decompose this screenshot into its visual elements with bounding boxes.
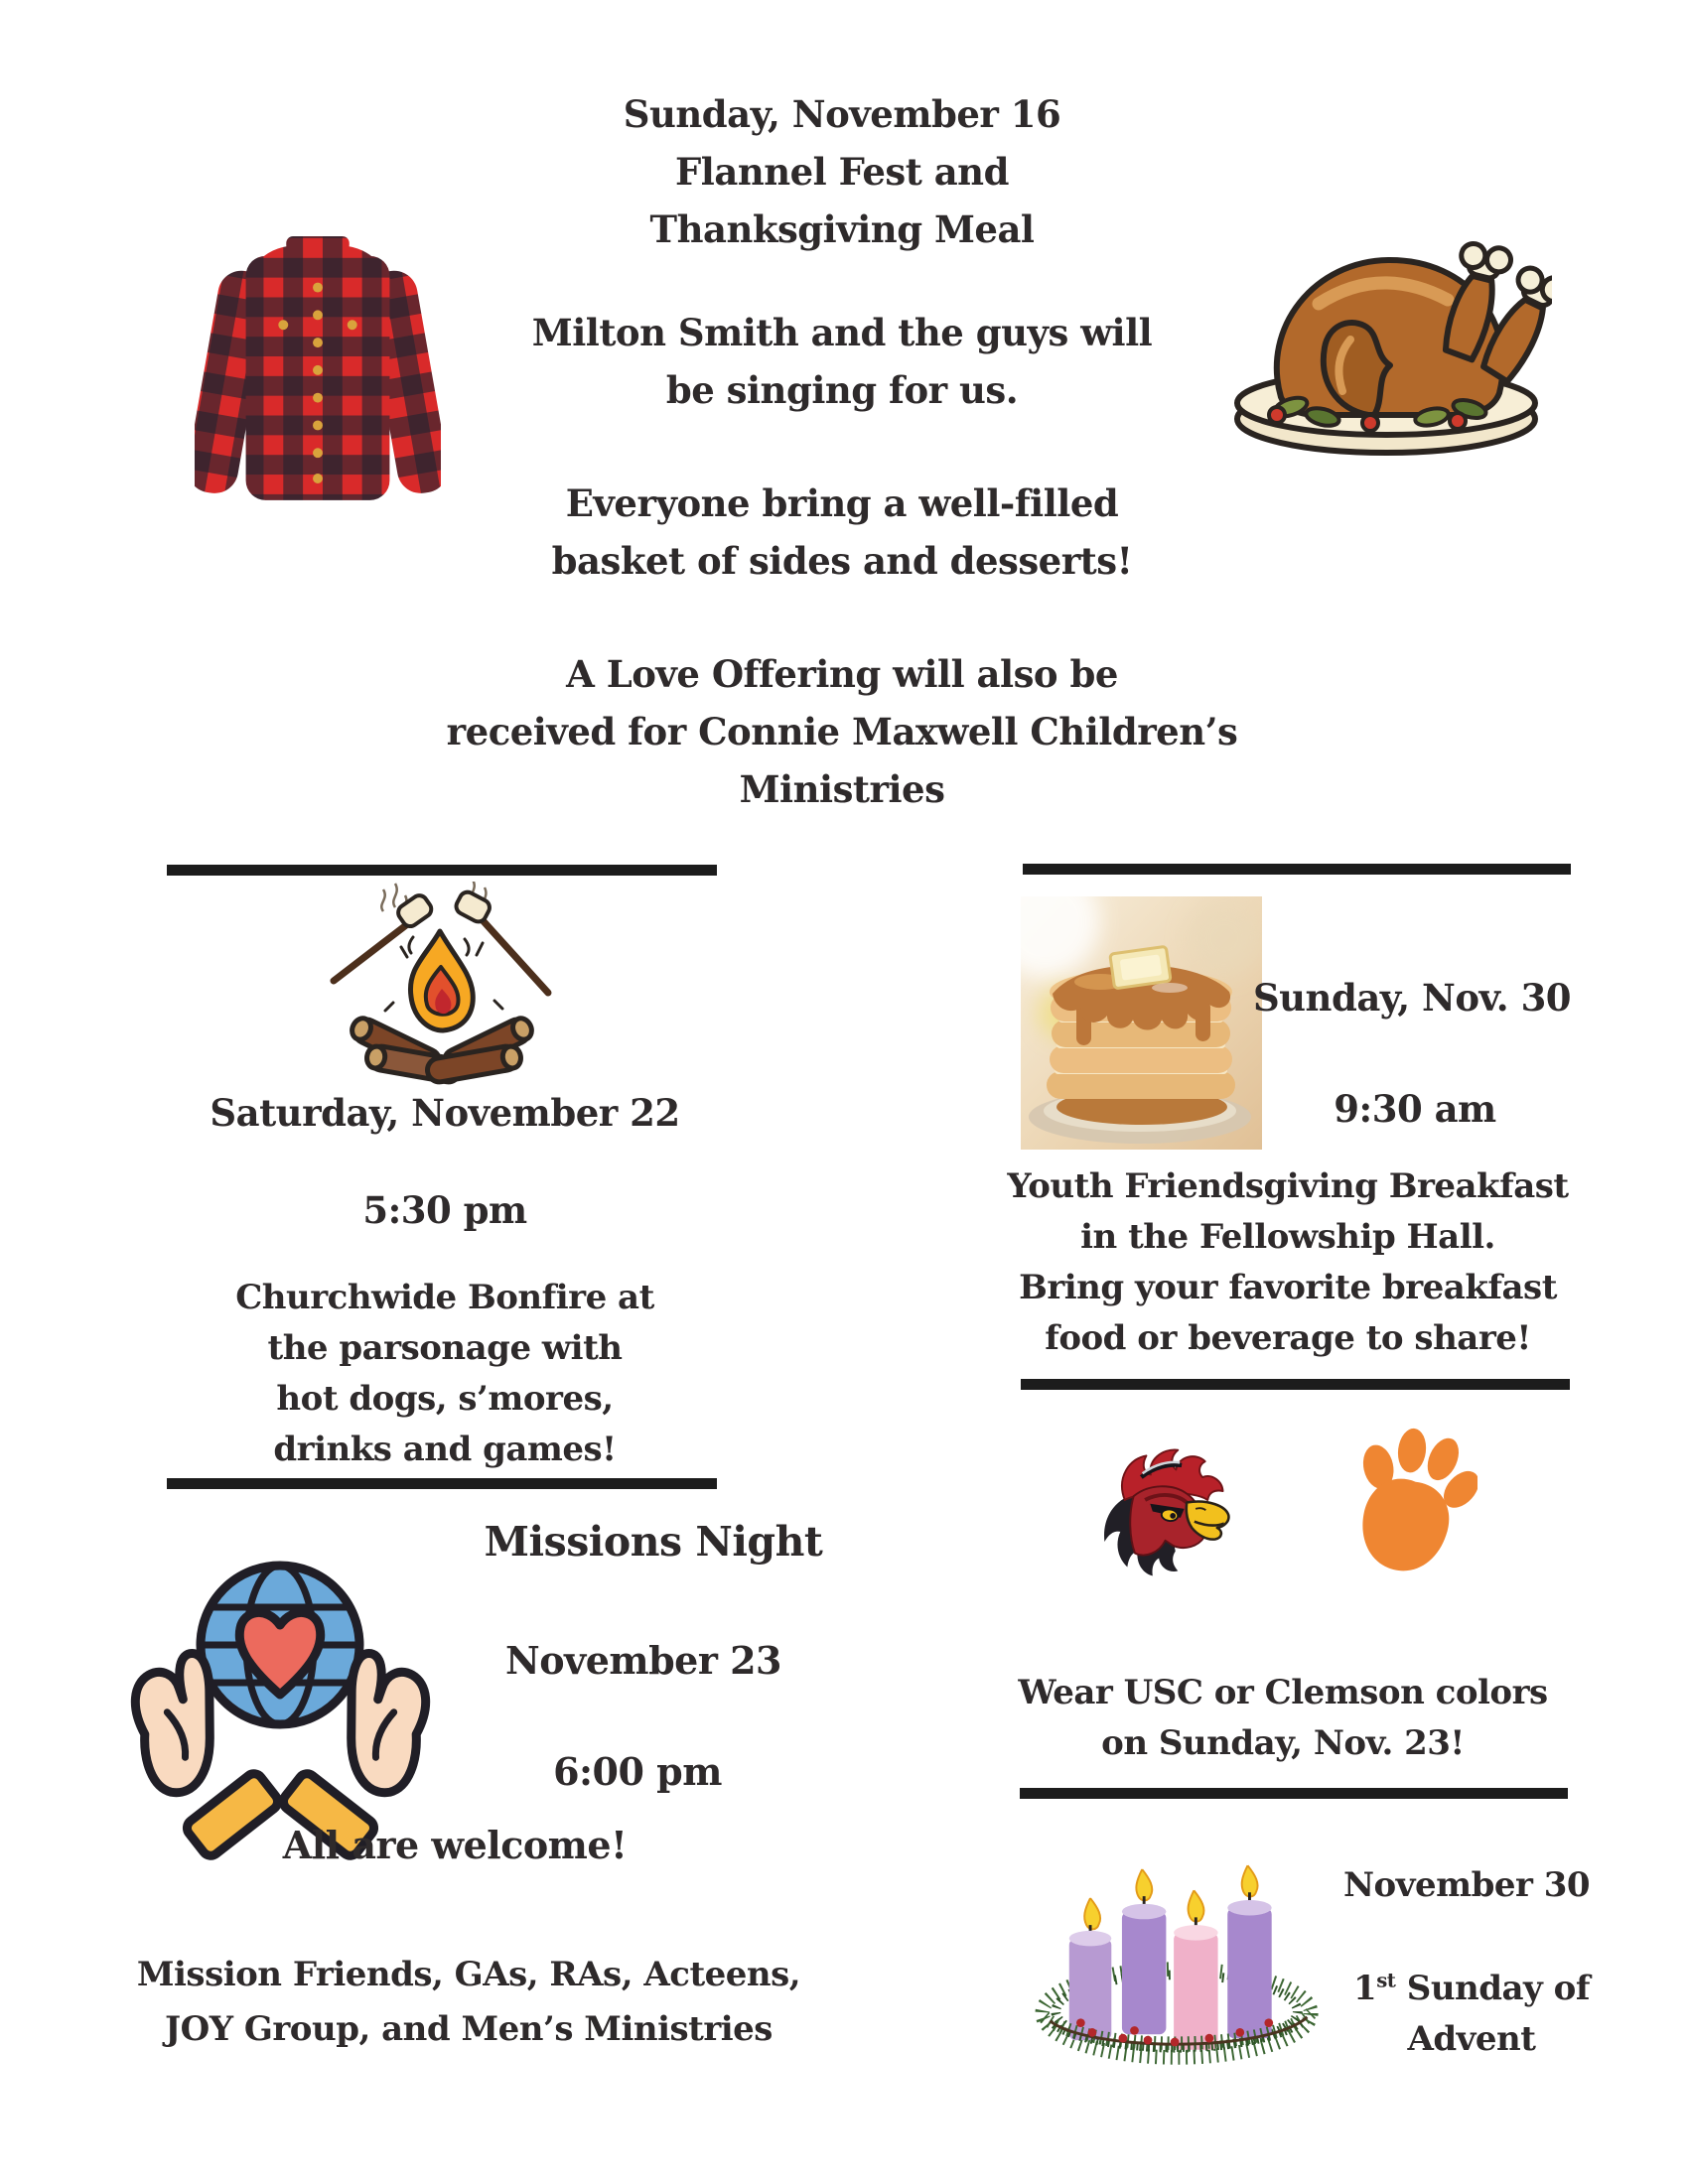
bonfire-description — [235, 1273, 654, 1475]
missions-groups — [137, 1948, 800, 2057]
bonfire-desc-line-2: the parsonage with — [267, 1328, 623, 1368]
flannel-fest-title — [624, 85, 1061, 258]
hands-globe-heart-icon — [99, 1534, 462, 1866]
groups-line-1: Mission Friends, GAs, RAs, Acteens, — [136, 1955, 801, 1994]
campfire-icon — [298, 882, 586, 1085]
pancakes-photo — [1021, 896, 1262, 1150]
singers-line-1: Milton Smith and the guys will — [531, 311, 1153, 354]
breakfast-desc-line-1: Youth Friendsgiving Breakfast — [1007, 1166, 1569, 1206]
offering-line-3: Ministries — [739, 767, 945, 811]
title-line-1: Sunday, November 16 — [623, 92, 1061, 136]
tiger-paw-icon — [1338, 1424, 1477, 1594]
advent-wreath-svg — [1031, 1843, 1324, 2071]
breakfast-desc-line-4: food or beverage to share! — [1045, 1318, 1531, 1358]
bring-text — [552, 475, 1133, 590]
bring-line-2: basket of sides and desserts! — [551, 539, 1133, 583]
missions-welcome: All are welcome! — [282, 1823, 628, 1867]
missions-time: 6:00 pm — [553, 1749, 722, 1794]
singers-text — [532, 304, 1152, 419]
breakfast-date: Sunday, Nov. 30 — [1252, 976, 1572, 1020]
advent-line-last: Advent — [1407, 2019, 1536, 2059]
advent-ordinal-suffix: st — [1376, 1968, 1396, 1992]
advent-wreath-icon — [1031, 1843, 1324, 2071]
divider-left-2 — [167, 1478, 717, 1489]
advent-text — [1353, 1964, 1590, 2065]
bonfire-desc-line-3: hot dogs, s’mores, — [276, 1379, 614, 1419]
flannel-shirt-svg — [195, 208, 441, 504]
breakfast-description — [1007, 1161, 1568, 1364]
tiger-paw-svg — [1338, 1424, 1477, 1594]
bonfire-time: 5:30 pm — [362, 1188, 527, 1232]
gamecock-svg — [1070, 1406, 1241, 1622]
groups-line-2: JOY Group, and Men’s Ministries — [165, 2009, 773, 2049]
title-line-2: Flannel Fest and — [675, 150, 1009, 194]
turkey-svg — [1219, 220, 1552, 464]
campfire-svg — [298, 882, 586, 1085]
bonfire-date: Saturday, November 22 — [210, 1091, 680, 1135]
breakfast-desc-line-3: Bring your favorite breakfast — [1019, 1268, 1557, 1307]
offering-line-1: A Love Offering will also be — [566, 652, 1118, 696]
flannel-shirt-icon — [195, 208, 441, 504]
hands-globe-svg — [99, 1534, 462, 1866]
rivalry-text — [1018, 1668, 1547, 1769]
breakfast-time: 9:30 am — [1334, 1087, 1496, 1131]
bonfire-desc-line-4: drinks and games! — [273, 1430, 617, 1469]
title-line-3: Thanksgiving Meal — [649, 207, 1035, 251]
divider-left-1 — [167, 865, 717, 876]
pancakes-svg — [1021, 896, 1262, 1150]
divider-right-3 — [1020, 1788, 1568, 1799]
divider-right-1 — [1023, 864, 1571, 875]
gamecock-icon — [1070, 1406, 1241, 1622]
missions-date: November 23 — [505, 1638, 781, 1683]
bring-line-1: Everyone bring a well-filled — [565, 481, 1119, 525]
advent-line-first-sunday — [1353, 1964, 1590, 2014]
bonfire-desc-line-1: Churchwide Bonfire at — [235, 1278, 654, 1317]
rivalry-line-2: on Sunday, Nov. 23! — [1101, 1723, 1465, 1763]
advent-ordinal: 1 — [1353, 1969, 1377, 2008]
turkey-icon — [1219, 220, 1552, 464]
rivalry-line-1: Wear USC or Clemson colors — [1018, 1673, 1548, 1712]
divider-right-2 — [1021, 1379, 1570, 1390]
singers-line-2: be singing for us. — [665, 368, 1019, 412]
advent-date: November 30 — [1342, 1865, 1591, 1905]
missions-title: Missions Night — [484, 1518, 823, 1566]
breakfast-desc-line-2: in the Fellowship Hall. — [1080, 1217, 1495, 1257]
offering-line-2: received for Connie Maxwell Children’s — [446, 710, 1238, 753]
offering-text — [447, 645, 1238, 818]
advent-line-rest: Sunday of — [1395, 1969, 1590, 2008]
